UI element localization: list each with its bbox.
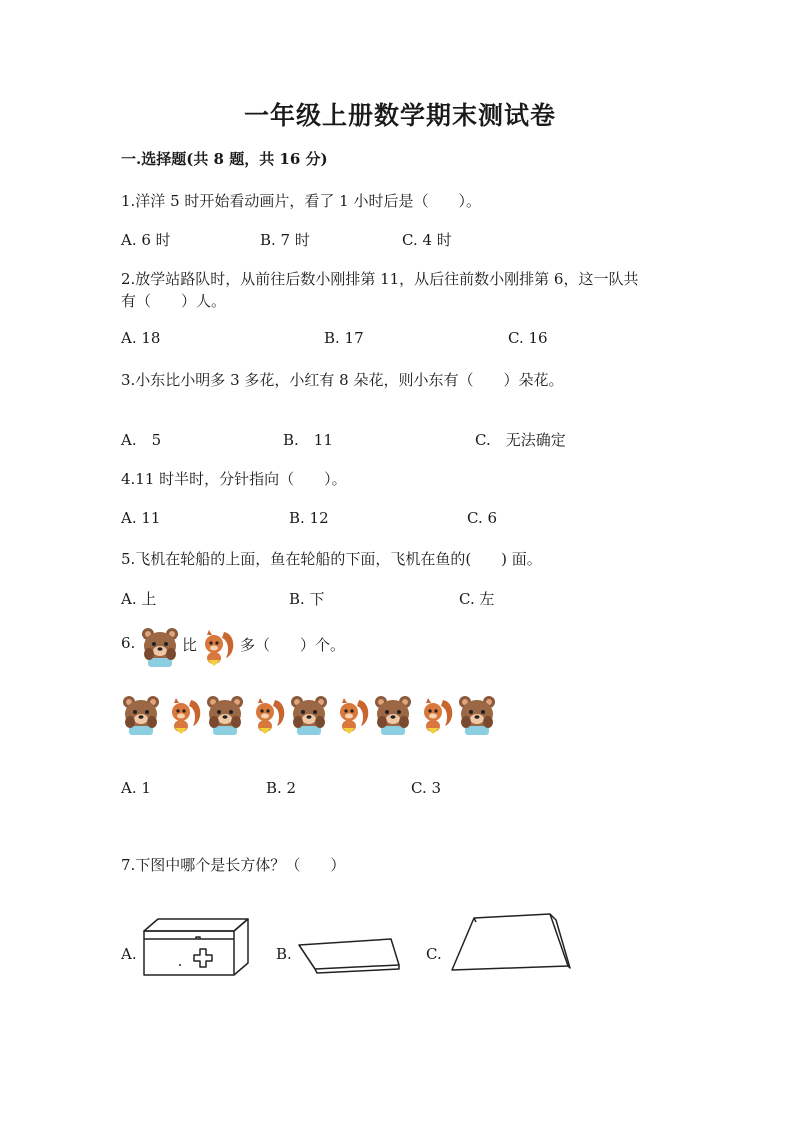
q6-option-a[interactable]: A. 1 [121,779,151,797]
animal-row [121,690,511,738]
squirrel-icon [340,698,368,734]
q4-option-c[interactable]: C. 6 [467,509,498,527]
medicine-box-figure [138,915,254,977]
question-4: 4.11 时半时，分针指向（ ）。 [121,470,347,488]
q7-option-a[interactable]: A. [121,945,137,963]
q6-option-c[interactable]: C. 3 [411,779,442,797]
question-6-number: 6. [121,634,136,652]
q7-option-b[interactable]: B. [276,945,292,963]
question-2-line-1: 2.放学站路队时，从前往后数小刚排第 11，从后往前数小刚排第 6，这一队共 [121,270,639,288]
q2-option-a[interactable]: A. 18 [121,329,161,347]
section-heading: 一.选择题(共 8 题，共 16 分) [121,150,328,168]
question-2-line-2: 有（ ）人。 [121,292,227,310]
squirrel-icon [256,698,284,734]
q4-option-b[interactable]: B. 12 [289,509,329,527]
q2-option-b[interactable]: B. 17 [324,329,364,347]
bear-icon [291,696,327,735]
q6-option-b[interactable]: B. 2 [266,779,297,797]
q3-option-b[interactable]: B. 11 [283,431,333,449]
squirrel-icon [424,698,452,734]
bear-icon [459,696,495,735]
question-1: 1.洋洋 5 时开始看动画片，看了 1 小时后是（ ）。 [121,192,481,210]
squirrel-icon [200,628,236,668]
q5-option-a[interactable]: A. 上 [121,590,157,608]
bear-icon [207,696,243,735]
bear-icon [375,696,411,735]
bear-icon [140,626,180,668]
q5-option-c[interactable]: C. 左 [459,590,495,608]
q1-option-c[interactable]: C. 4 时 [402,231,452,249]
question-7: 7.下图中哪个是长方体？（ ） [121,856,346,874]
page-title: 一年级上册数学期末测试卷 [243,101,556,130]
q3-option-c[interactable]: C. 无法确定 [475,431,566,449]
q4-option-a[interactable]: A. 11 [121,509,161,527]
squirrel-icon [172,698,200,734]
q5-option-b[interactable]: B. 下 [289,590,325,608]
q1-option-b[interactable]: B. 7 时 [260,231,310,249]
bear-icon [123,696,159,735]
trapezoid-prism-figure [448,910,572,976]
q1-option-a[interactable]: A. 6 时 [121,231,171,249]
question-6-duo: 多（ ）个。 [240,636,346,654]
question-5: 5.飞机在轮船的上面，鱼在轮船的下面，飞机在鱼的( ) 面。 [121,550,542,568]
question-6-bi: 比 [182,636,198,654]
q3-option-a[interactable]: A. 5 [121,431,162,449]
parallelogram-figure [295,935,405,977]
question-3: 3.小东比小明多 3 多花，小红有 8 朵花，则小东有（ ）朵花。 [121,371,564,389]
q7-option-c[interactable]: C. [426,945,442,963]
q2-option-c[interactable]: C. 16 [508,329,548,347]
